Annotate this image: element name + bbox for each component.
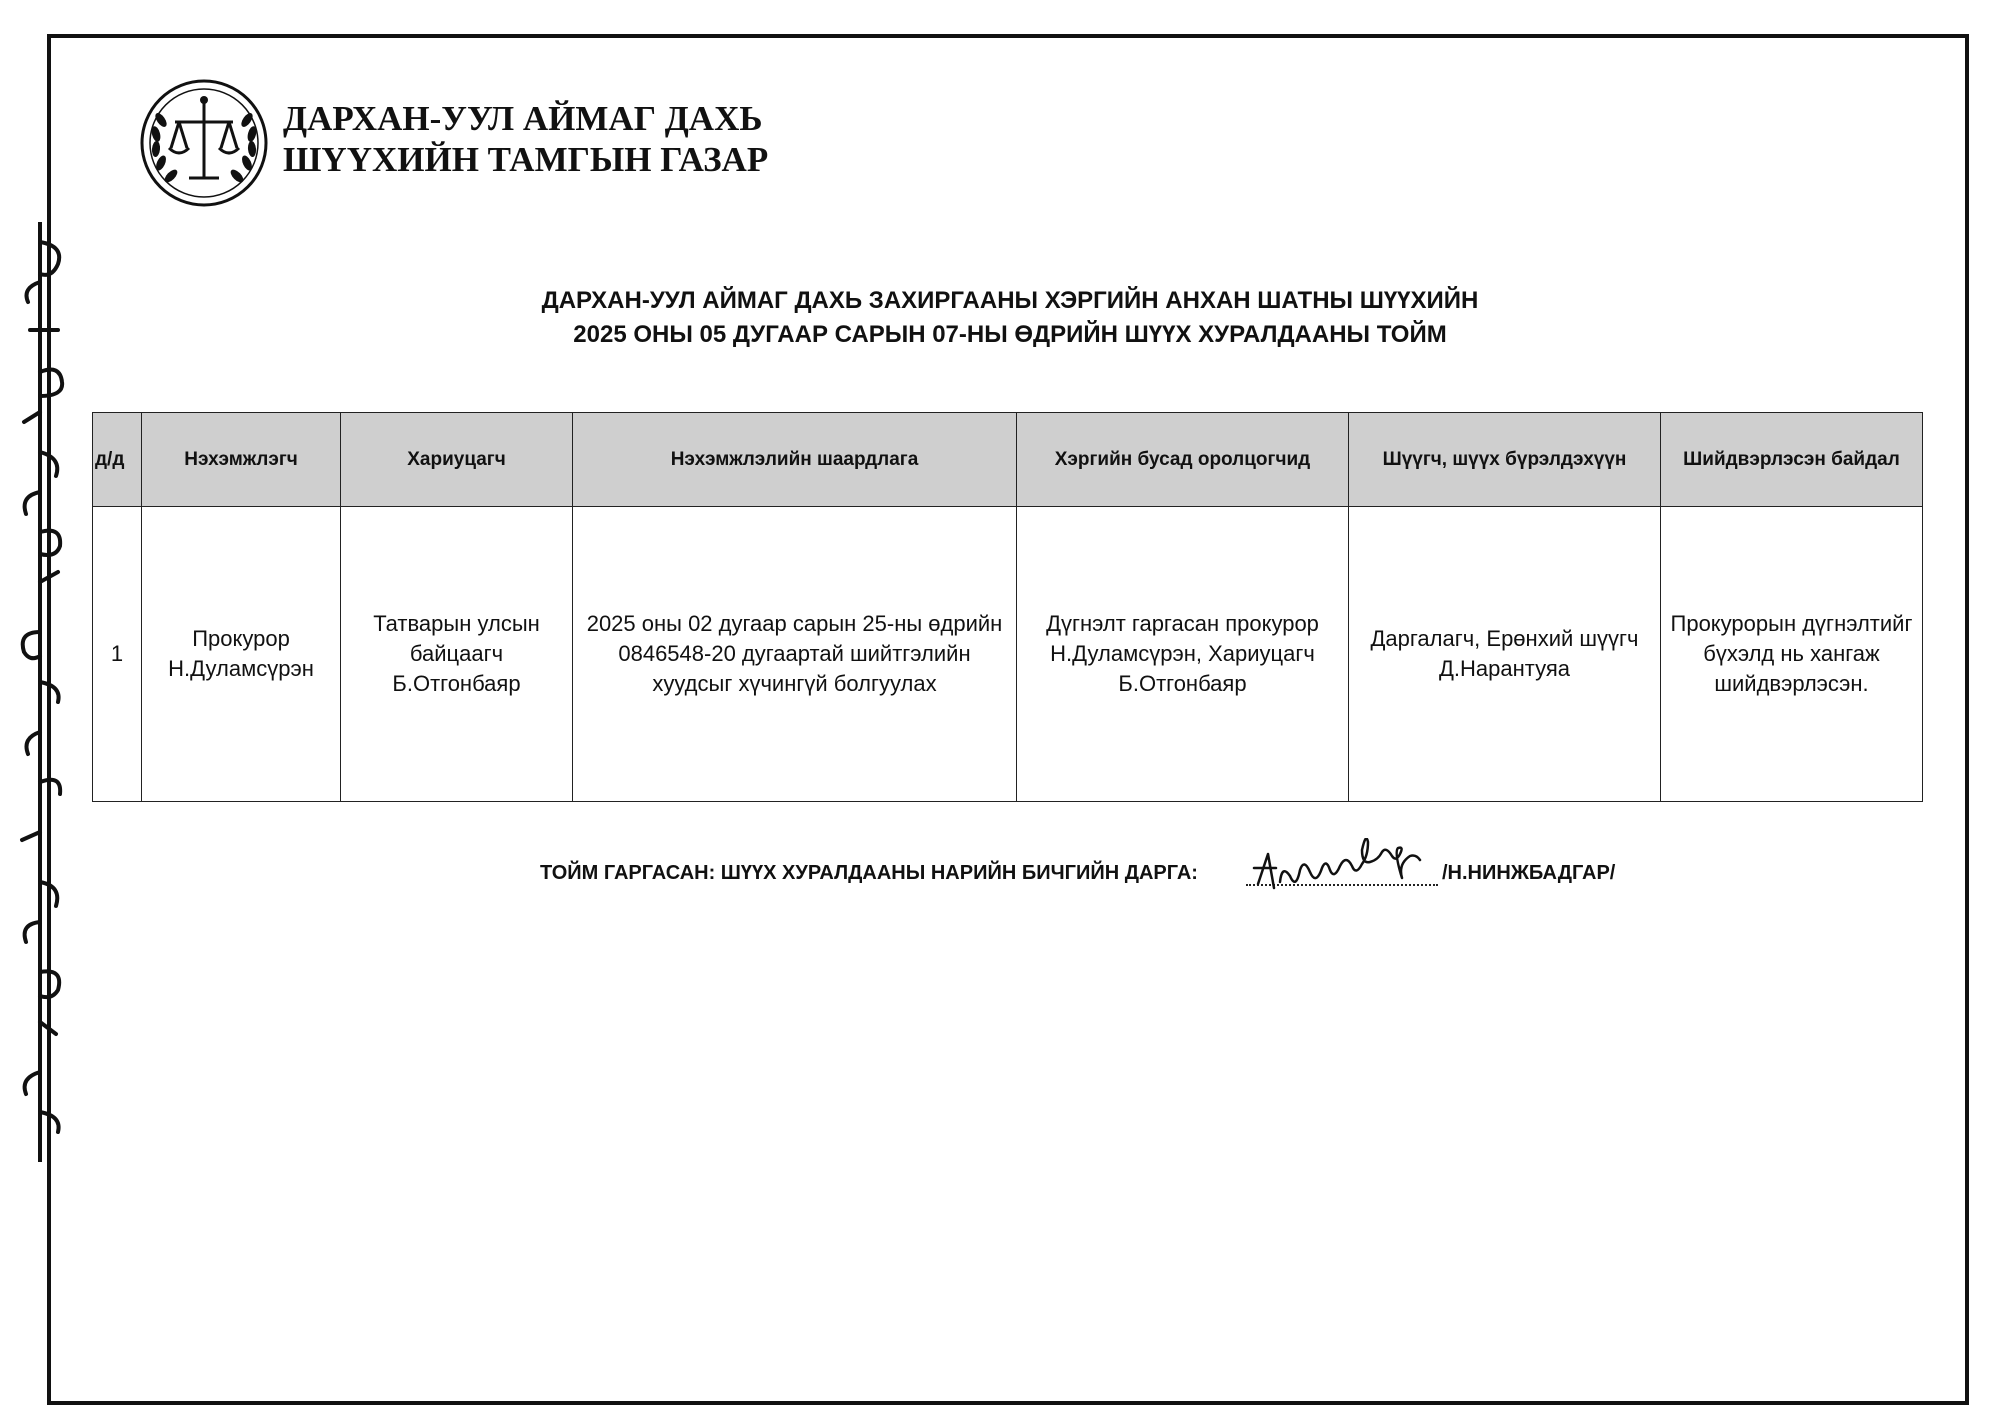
court-emblem-icon (139, 78, 269, 208)
document-title (300, 284, 1720, 352)
cell-plaintiff: Прокурор Н.Дуламсүрэн (142, 507, 341, 802)
header-other-participants: Хэргийн бусад оролцогчид (1017, 413, 1349, 507)
cell-other-participants: Дүгнэлт гаргасан прокурор Н.Дуламсүрэн, Хариуцагч Б.Отгонбаяр (1017, 507, 1349, 802)
header-defendant: Хариуцагч (341, 413, 573, 507)
header-number: д/д (93, 413, 142, 507)
footer-signature-line (540, 858, 1640, 918)
document-title-line2: 2025 ОНЫ 05 ДУГААР САРЫН 07-НЫ ӨДРИЙН ШҮҮХ ХУРАЛДААНЫ ТОЙМ (573, 321, 1447, 348)
mongolian-script-vertical (0, 222, 90, 1162)
hearing-summary-table (92, 412, 1923, 802)
table-row (93, 507, 1923, 802)
organization-name (283, 98, 768, 180)
footer-label: ТОЙМ ГАРГАСАН: ШҮҮХ ХУРАЛДААНЫ НАРИЙН БИЧГИЙН ДАРГА: (540, 862, 1198, 884)
cell-number: 1 (93, 507, 142, 802)
handwritten-signature (1240, 838, 1460, 908)
header-decision: Шийдвэрлэсэн байдал (1661, 413, 1923, 507)
cell-defendant: Татварын улсын байцаагч Б.Отгонбаяр (341, 507, 573, 802)
table-header-row (93, 413, 1923, 507)
document-title-line1: ДАРХАН-УУЛ АЙМАГ ДАХЬ ЗАХИРГААНЫ ХЭРГИЙН АНХАН ШАТНЫ ШҮҮХИЙН (541, 287, 1479, 314)
header-judge: Шүүгч, шүүх бүрэлдэхүүн (1349, 413, 1661, 507)
cell-judge: Даргалагч, Ерөнхий шүүгч Д.Нарантуяа (1349, 507, 1661, 802)
organization-name-line2: ШҮҮХИЙН ТАМГЫН ГАЗАР (283, 140, 769, 179)
cell-claim: 2025 оны 02 дугаар сарын 25-ны өдрийн 0846548-20 дугаартай шийтгэлийн хуудсыг хүчингүй болгуулах (573, 507, 1017, 802)
organization-name-line1: ДАРХАН-УУЛ АЙМАГ ДАХЬ (283, 99, 763, 138)
cell-decision: Прокурорын дүгнэлтийг бүхэлд нь хангаж шийдвэрлэсэн. (1661, 507, 1923, 802)
header-claim: Нэхэмжлэлийн шаардлага (573, 413, 1017, 507)
header-plaintiff: Нэхэмжлэгч (142, 413, 341, 507)
clerk-name: /Н.НИНЖБАДГАР/ (1442, 862, 1616, 884)
